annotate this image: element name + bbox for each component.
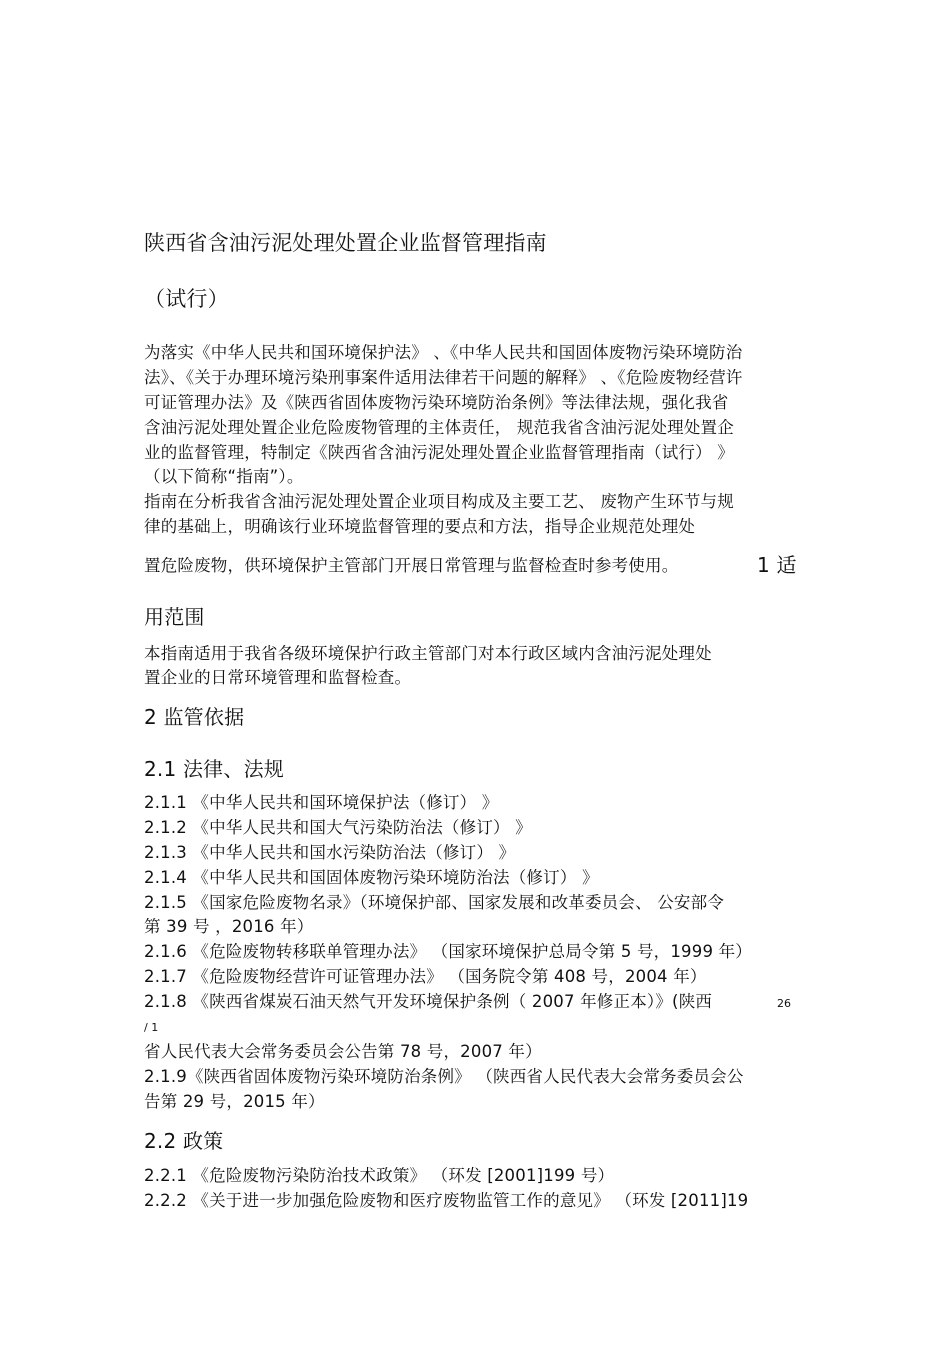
section-2-1-heading: 2.1 法律、法规 — [144, 757, 284, 781]
intro-line: 指南在分析我省含油污泥处理处置企业项目构成及主要工艺、 废物产生环节与规 — [144, 492, 734, 511]
section-2-2-heading: 2.2 政策 — [144, 1129, 224, 1153]
document-title: 陕西省含油污泥处理处置企业监督管理指南 — [144, 231, 547, 255]
law-item: 2.1.7 《危险废物经营许可证管理办法》 （国务院令第 408 号，2004 年） — [144, 967, 707, 986]
intro-line: 置危险废物，供环境保护主管部门开展日常管理与监督检查时参考使用。 — [144, 556, 679, 575]
law-item: 2.1.8 《陕西省煤炭石油天然气开发环境保护条例（ 2007 年修正本）》(陕西 — [144, 992, 713, 1011]
law-item: 省人民代表大会常务委员会公告第 78 号，2007 年） — [144, 1042, 542, 1061]
law-item: 2.1.5 《国家危险废物名录》（环境保护部、国家发展和改革委员会、 公安部令 — [144, 893, 725, 912]
law-item: 2.1.1 《中华人民共和国环境保护法（修订） 》 — [144, 793, 499, 812]
law-item: 2.1.9《陕西省固体废物污染环境防治条例》 （陕西省人民代表大会常务委员会公 — [144, 1067, 744, 1086]
document-subtitle: （试行） — [144, 287, 229, 311]
law-item: 第 39 号 ，2016 年） — [144, 917, 314, 936]
law-item: 2.1.6 《危险废物转移联单管理办法》 （国家环境保护总局令第 5 号，1999 年） — [144, 942, 752, 961]
intro-line: 可证管理办法》及《陕西省固体废物污染环境防治条例》等法律法规，强化我省 — [144, 393, 729, 412]
section-1-line: 本指南适用于我省各级环境保护行政主管部门对本行政区域内含油污泥处理处 — [144, 644, 712, 663]
page-total: / 1 — [144, 1021, 159, 1034]
intro-line: 法》、《关于办理环境污染刑事案件适用法律若干问题的解释》 、《危险废物经营许 — [144, 368, 743, 387]
intro-line: 律的基础上，明确该行业环境监督管理的要点和方法，指导企业规范处理处 — [144, 517, 696, 536]
policy-item: 2.2.1 《危险废物污染防治技术政策》 （环发 [2001]199 号） — [144, 1166, 615, 1185]
law-item: 2.1.4 《中华人民共和国固体废物污染环境防治法（修订） 》 — [144, 868, 599, 887]
law-item: 告第 29 号，2015 年） — [144, 1092, 325, 1111]
section-1-line: 置企业的日常环境管理和监督检查。 — [144, 668, 412, 687]
law-item: 2.1.2 《中华人民共和国大气污染防治法（修订） 》 — [144, 818, 532, 837]
policy-item: 2.2.2 《关于进一步加强危险废物和医疗废物监管工作的意见》 （环发 [2011]19 — [144, 1191, 749, 1210]
page-number: 26 — [777, 997, 791, 1010]
intro-line: 业的监督管理，特制定《陕西省含油污泥处理处置企业监督管理指南（试行） 》 — [144, 443, 734, 462]
intro-line: 含油污泥处理处置企业危险废物管理的主体责任， 规范我省含油污泥处理处置企 — [144, 418, 734, 437]
intro-line: （以下简称“指南”）。 — [144, 467, 304, 486]
intro-line: 为落实《中华人民共和国环境保护法》 、《中华人民共和国固体废物污染环境防治 — [144, 343, 743, 362]
section-1-heading-end: 用范围 — [144, 605, 205, 629]
section-2-heading: 2 监管依据 — [144, 705, 245, 729]
law-item: 2.1.3 《中华人民共和国水污染防治法（修订） 》 — [144, 843, 516, 862]
section-1-heading-start: 1 适 — [757, 553, 797, 577]
